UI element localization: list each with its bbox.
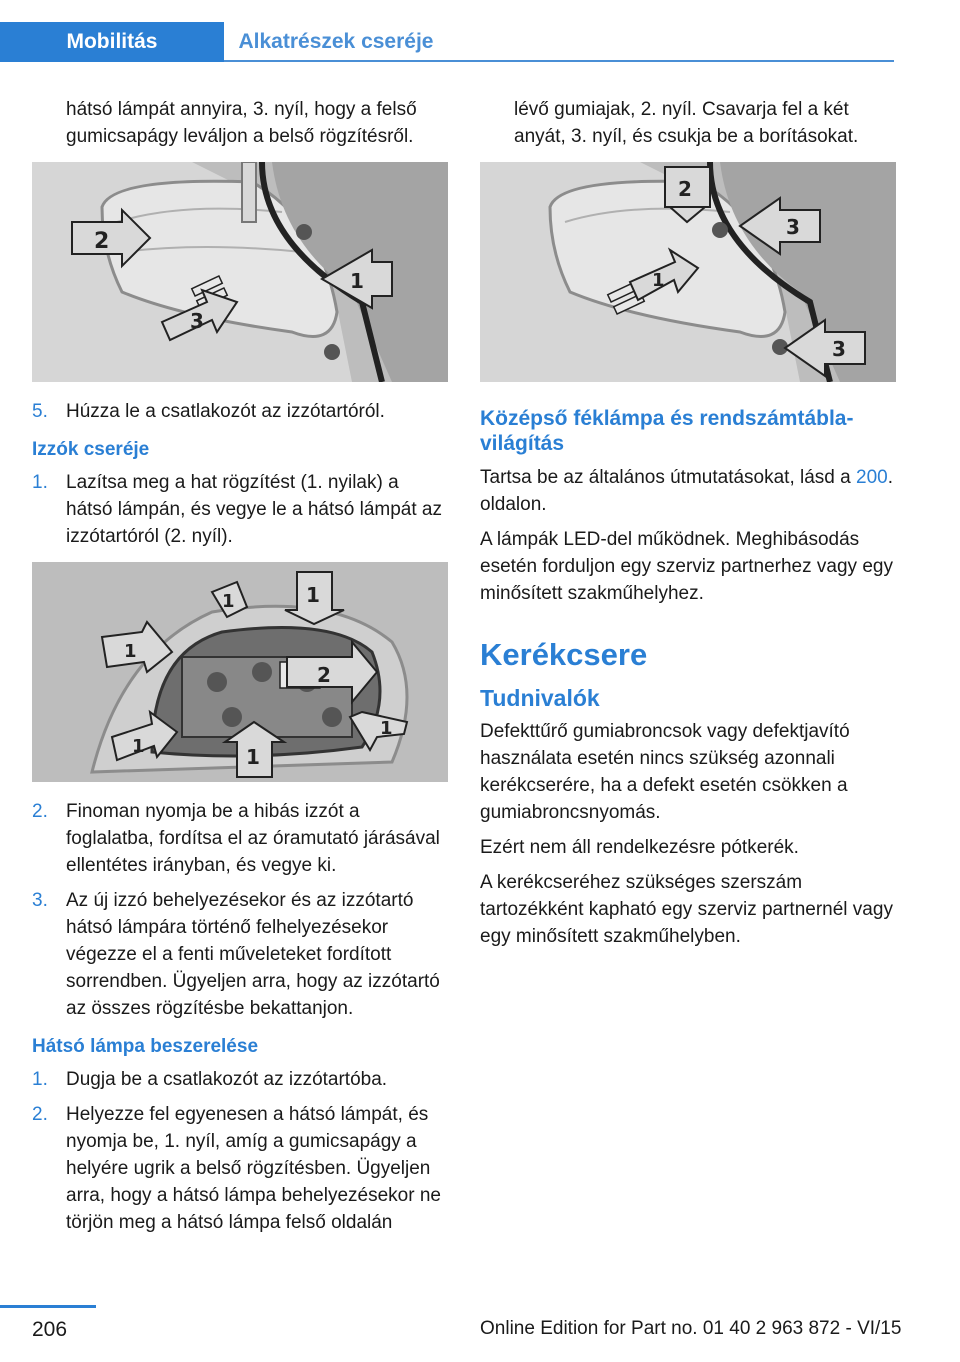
notes-para-1: Defekttűrő gumiabroncsok vagy defektjavító használata esetén nincs szükség azonnali kerékcserére, ha a defekt esetén csökken a gumiabroncsnyomás. — [480, 721, 850, 823]
fig1-arrow-label: 2 — [94, 229, 110, 254]
step-text: Helyezze fel egyenesen a hátsó lámpát, és nyomja be, 1. nyíl, amíg a gumicsapágy a helyére ugrik a belső rögzítésben. Ügyeljen arra, hogy a hátsó lámpa behelyezésekor ne törjön meg a hátsó lámpa felső oldalán — [66, 1104, 441, 1233]
removal-steps — [32, 398, 450, 425]
bulb-step-2 — [32, 798, 450, 879]
center-para-1-end: . oldalon. — [480, 467, 893, 515]
notes-para-3: A kerékcseréhez szükséges szerszám tartozékként kapható egy szerviz partnernél vagy egy minősített szakműhelyben. — [480, 872, 893, 947]
install-step-2 — [32, 1101, 450, 1236]
step-text: Az új izzó behelyezésekor és az izzótartó hátsó lámpára történő felhelyezésekor végezze el a fenti műveleteket fordított sorrendben. Ügyeljen arra, hogy az izzótartó az összes rögzítésbe bekattanjon. — [66, 890, 440, 1019]
left-intro-text: hátsó lámpát annyira, 3. nyíl, hogy a felső gumicsapágy leváljon a belső rögzítésről. — [66, 99, 417, 147]
center-para-2: A lámpák LED-del működnek. Meghibásodás esetén forduljon egy szerviz partnerhez vagy egy minősített szakműhelyhez. — [480, 529, 893, 604]
bulb-steps-a — [32, 469, 450, 550]
tail-light-install-illustration — [480, 162, 896, 382]
left-column — [32, 96, 450, 1246]
fig1-arrow-label: 1 — [350, 269, 364, 293]
header-tab-mobilitas: Mobilitás — [0, 22, 224, 62]
step-text: Finoman nyomja be a hibás izzót a foglalatba, fordítsa el az óramutató járásával ellentétes irányban, és vegye ki. — [66, 801, 440, 876]
step-5 — [32, 398, 450, 425]
footer-rule — [0, 1305, 96, 1308]
fig2-arrow-label: 2 — [317, 663, 331, 687]
step-number: 2. — [32, 801, 48, 822]
fig1-arrow-label: 3 — [190, 309, 204, 333]
notes-para-2: Ezért nem áll rendelkezésre pótkerék. — [480, 837, 799, 858]
step-number: 5. — [32, 401, 48, 422]
step-number: 1. — [32, 472, 48, 493]
step-text: Húzza le a csatlakozót az izzótartóról. — [66, 401, 385, 422]
center-para-1 — [480, 464, 898, 518]
figure-tail-light-install — [480, 162, 896, 382]
fig2-arrow-label: 1 — [222, 591, 235, 612]
page-number: 206 — [32, 1318, 68, 1341]
fig3-arrow-label: 1 — [652, 270, 665, 291]
install-step-1 — [32, 1066, 450, 1093]
fig2-arrow-label: 1 — [380, 718, 393, 739]
step-number: 2. — [32, 1104, 48, 1125]
fig3-arrow-label: 2 — [678, 177, 692, 201]
page-reference-link[interactable]: 200 — [856, 467, 888, 488]
chapter-heading-kerekcsere: Kerékcsere — [480, 637, 648, 672]
figure-bulb-holder — [32, 562, 448, 782]
figure-tail-light-removal — [32, 162, 448, 382]
fig3-arrow-label: 3 — [786, 215, 800, 239]
tail-light-removal-illustration — [32, 162, 448, 382]
fig2-arrow-label: 1 — [132, 736, 145, 757]
step-number: 3. — [32, 890, 48, 911]
fig2-arrow-label: 1 — [246, 745, 260, 769]
fig2-arrow-label: 1 — [306, 583, 320, 607]
install-steps — [32, 1066, 450, 1236]
step-text: Dugja be a csatlakozót az izzótartóba. — [66, 1069, 388, 1090]
bulb-steps-b — [32, 798, 450, 1022]
step-text: Lazítsa meg a hat rögzítést (1. nyilak) a hátsó lámpán, és vegye le a hátsó lámpát az izzótartóról (2. nyíl). — [66, 472, 443, 547]
install-heading: Hátsó lámpa beszerelése — [32, 1036, 259, 1057]
fig3-arrow-label: 3 — [832, 337, 846, 361]
right-column — [480, 96, 898, 958]
center-brake-light-heading: Középső féklámpa és rendszámtábla-világítás — [480, 407, 854, 455]
header-tab-alkatreszek: Alkatrészek cseréje — [238, 30, 434, 53]
right-intro-text: lévő gumiajak, 2. nyíl. Csavarja fel a két anyát, 3. nyíl, és csukja be a borításokat. — [514, 99, 859, 147]
header-rule — [224, 60, 894, 62]
fig2-arrow-label: 1 — [124, 641, 137, 662]
center-para-1-start: Tartsa be az általános útmutatásokat, lásd a — [480, 467, 856, 488]
bulbs-heading: Izzók cseréje — [32, 439, 150, 460]
notes-heading: Tudnivalók — [480, 685, 600, 711]
step-number: 1. — [32, 1069, 48, 1090]
bulb-holder-illustration — [32, 562, 448, 782]
bulb-step-1 — [32, 469, 450, 550]
edition-note: Online Edition for Part no. 01 40 2 963 872 - VI/15 — [480, 1318, 902, 1339]
bulb-step-3 — [32, 887, 450, 1022]
